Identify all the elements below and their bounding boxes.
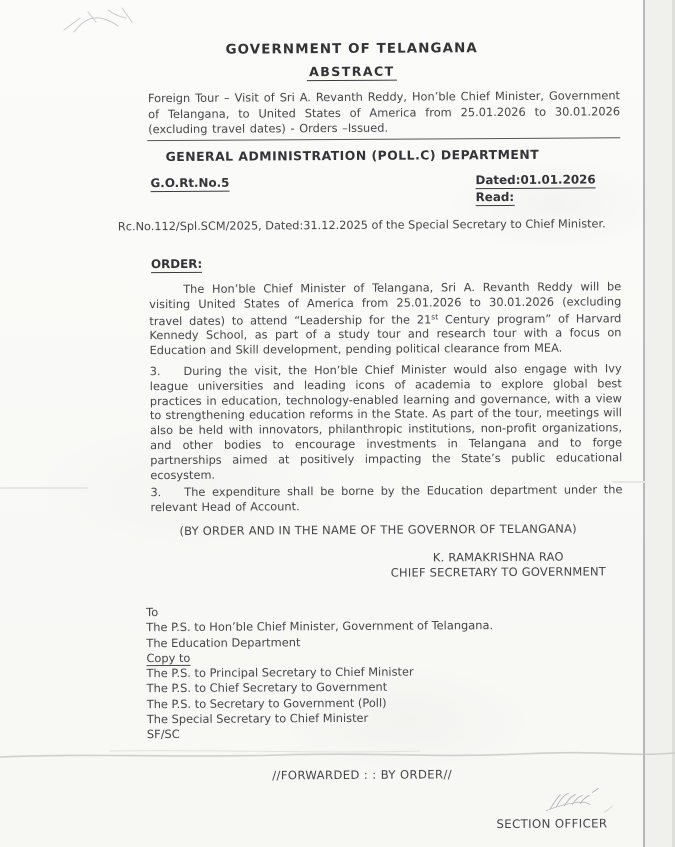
- read-heading: Read:: [475, 189, 515, 205]
- paragraph-2-number: 3.: [149, 364, 161, 379]
- section-officer-label: SECTION OFFICER: [496, 816, 608, 832]
- abstract-heading: [78, 59, 626, 82]
- go-date: Dated:01.01.2026: [475, 172, 596, 188]
- order-paragraph-1-text: The Hon’ble Chief Minister of Telangana, Sri A. Revanth Reddy will be visiting United States of America from 25.01.2026 to 30.01.2026 (excluding travel dates) to attend “Leadership for the 21: [149, 279, 622, 328]
- paragraph-3-number: 3.: [150, 485, 162, 500]
- government-title: GOVERNMENT OF TELANGANA: [225, 41, 478, 58]
- subject-underline-rule: [147, 137, 620, 141]
- signatory-designation: CHIEF SECRETARY TO GOVERNMENT: [390, 563, 607, 580]
- copy-line: The P.S. to Chief Secretary to Government: [146, 680, 388, 696]
- copy-line: The Special Secretary to Chief Minister: [146, 710, 369, 727]
- reference-line: Rc.No.112/Spl.SCM/2025, Dated:31.12.2025 of the Special Secretary to Chief Minister.: [117, 217, 606, 234]
- ordinal-superscript: st: [431, 311, 439, 322]
- copy-line: SF/SC: [146, 727, 180, 742]
- signatory-name: K. RAMAKRISHNA RAO: [432, 549, 564, 565]
- order-paragraph-3-text: The expenditure shall be borne by the Education department under the relevant Head of Account.: [150, 482, 623, 514]
- copy-line: The P.S. to Secretary to Government (Poll): [146, 695, 387, 711]
- order-paragraph-1: [149, 279, 621, 358]
- distribution-block: [146, 603, 494, 743]
- subject-paragraph: Foreign Tour – Visit of Sri A. Revanth Reddy, Hon’ble Chief Minister, Government of Telangana, to United States of America from 25.01.2026 to 30.01.2026 (excluding travel dates) - Orders –Issued.: [147, 88, 621, 137]
- go-number: G.O.Rt.No.5: [150, 175, 230, 191]
- order-heading: ORDER:: [150, 256, 203, 272]
- order-paragraph-3: [150, 482, 622, 514]
- copy-to-label-text: Copy to: [146, 650, 191, 666]
- department-heading: GENERAL ADMINISTRATION (POLL.C) DEPARTMENT: [165, 146, 540, 165]
- by-order-line: (BY ORDER AND IN THE NAME OF THE GOVERNOR OF TELANGANA): [179, 521, 577, 538]
- signature-scribble: [522, 780, 622, 821]
- addressee-to-label: To: [146, 605, 159, 620]
- signatory-block: [351, 549, 646, 580]
- abstract-heading-text: ABSTRACT: [307, 64, 397, 82]
- copy-line: The P.S. to Principal Secretary to Chief Minister: [146, 664, 414, 681]
- addressee-line: The Education Department: [146, 634, 301, 650]
- forwarded-line: //FORWARDED : : BY ORDER//: [272, 767, 453, 783]
- order-paragraph-2: [150, 361, 623, 482]
- order-paragraph-2-text: During the visit, the Hon’ble Chief Minister would also engage with Ivy league universities and leading icons of academia to explore global best practices in education, technology-enabled learning and governance, with a view to strengthening education reforms in the State. As part of the tour, meetings will also be held with innovators, philanthropic institutions, non-profit organizations, and other bodies to encourage investments in Telangana and to forge partnerships aimed at positively impacting the State’s public educational ecosystem.: [149, 361, 623, 482]
- order-paragraph-1-text-cont: Century program” of Harvard Kennedy School, as part of a study tour and research tour with a focus on Education and Skill development, pending political clearance from MEA.: [149, 310, 622, 358]
- addressee-line: The P.S. to Hon’ble Chief Minister, Government of Telangana.: [146, 618, 494, 635]
